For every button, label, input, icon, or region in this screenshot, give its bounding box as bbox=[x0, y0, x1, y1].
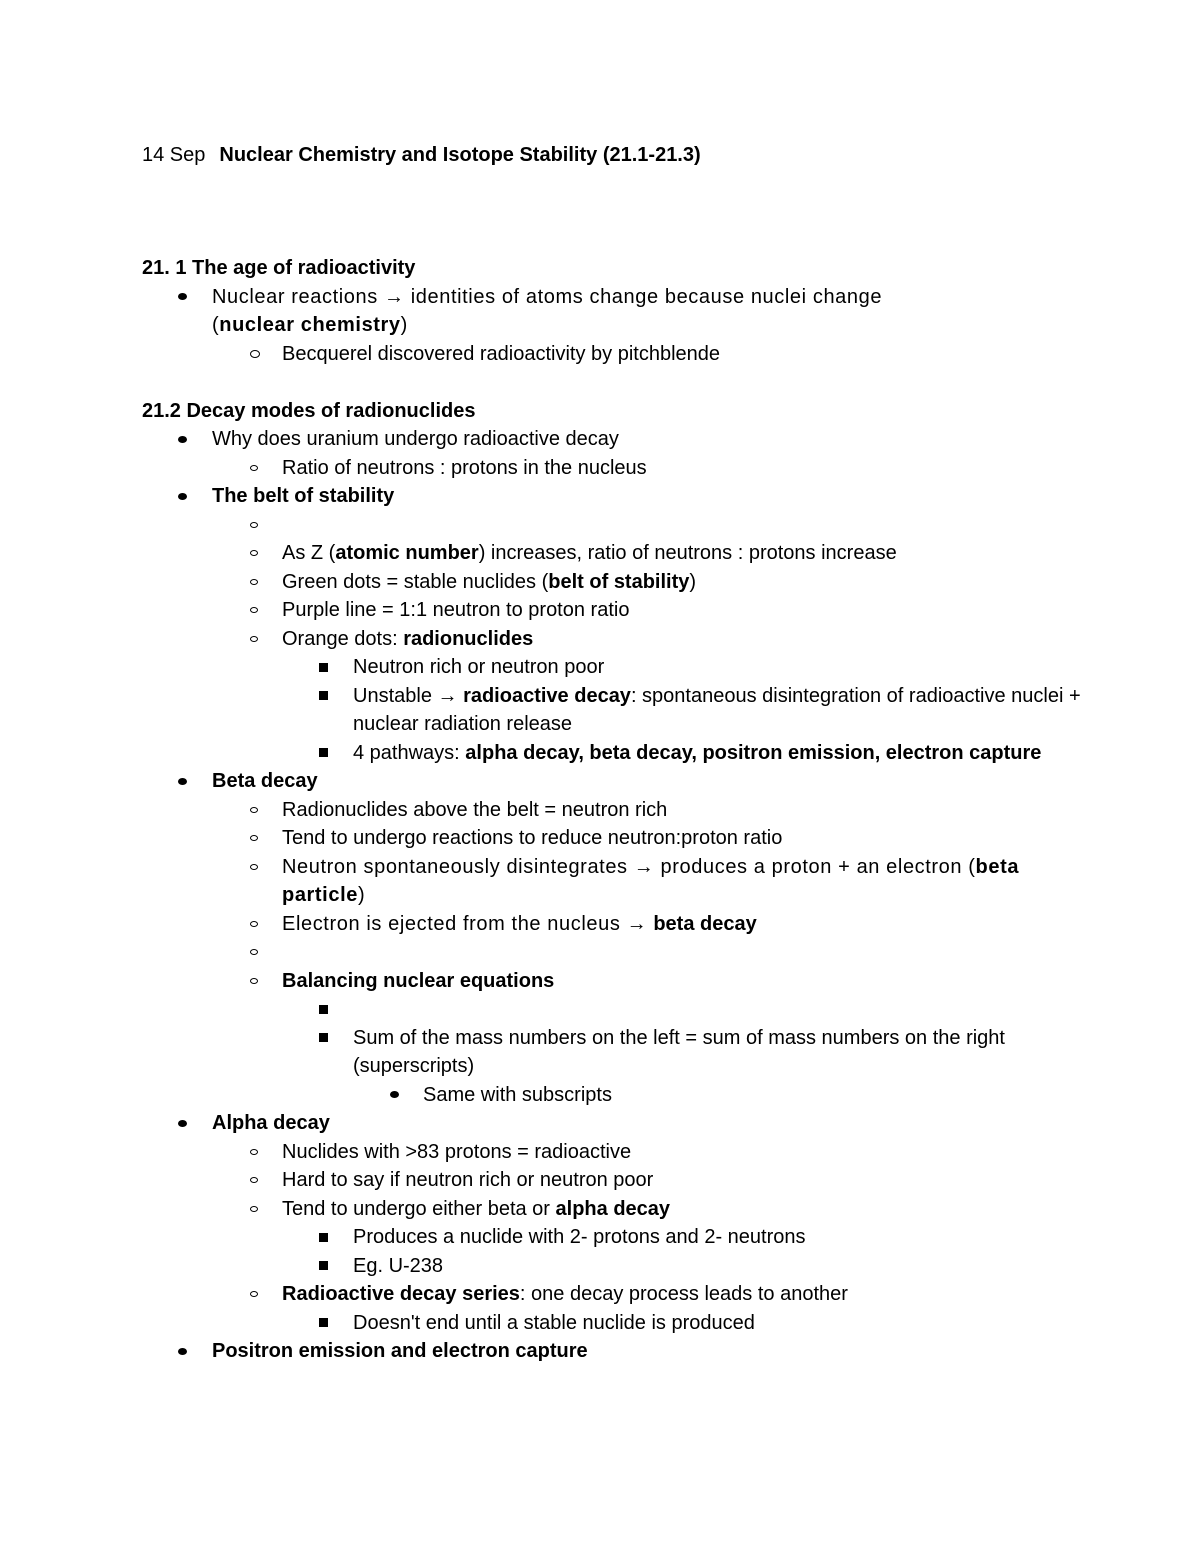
list-item-empty bbox=[142, 511, 1082, 540]
list-item: Tend to undergo reactions to reduce neutron:proton ratio bbox=[142, 824, 1082, 853]
bullet-ring-icon bbox=[250, 853, 258, 882]
list-item: Produces a nuclide with 2- protons and 2- neutrons bbox=[142, 1223, 1082, 1252]
list-item: Electron is ejected from the nucleus → beta decay bbox=[142, 910, 1082, 939]
notes-body bbox=[142, 254, 1082, 1366]
list-item: Radioactive decay series: one decay process leads to another bbox=[142, 1280, 1082, 1309]
bullet-ring-icon bbox=[250, 1138, 258, 1167]
list-item: Beta decay bbox=[142, 767, 1082, 796]
bullet-disc-icon bbox=[178, 283, 187, 312]
bullet-ring-icon bbox=[250, 938, 258, 967]
list-item: Same with subscripts bbox=[142, 1081, 1082, 1110]
page-header bbox=[142, 141, 701, 169]
bullet-disc-icon bbox=[178, 1337, 187, 1366]
bullet-square-icon bbox=[319, 1252, 328, 1281]
bullet-disc-icon bbox=[390, 1081, 399, 1110]
list-item: Eg. U-238 bbox=[142, 1252, 1082, 1281]
bullet-disc-icon bbox=[178, 482, 187, 511]
list-item: Tend to undergo either beta or alpha decay bbox=[142, 1195, 1082, 1224]
list-item-empty bbox=[142, 995, 1082, 1024]
list-item: Why does uranium undergo radioactive decay bbox=[142, 425, 1082, 454]
spacer bbox=[142, 368, 1082, 397]
bullet-square-icon bbox=[319, 739, 328, 768]
bullet-square-icon bbox=[319, 1024, 328, 1053]
bullet-square-icon bbox=[319, 1309, 328, 1338]
bullet-ring-icon bbox=[250, 1280, 258, 1309]
list-item: Orange dots: radionuclides bbox=[142, 625, 1082, 654]
bullet-ring-icon bbox=[250, 596, 258, 625]
bullet-ring-icon bbox=[250, 511, 258, 540]
bullet-ring-icon bbox=[250, 454, 258, 483]
list-item-empty bbox=[142, 938, 1082, 967]
list-item: The belt of stability bbox=[142, 482, 1082, 511]
bullet-square-icon bbox=[319, 1223, 328, 1252]
list-item: Nuclear reactions → identities of atoms change because nuclei change (nuclear chemistry) bbox=[142, 283, 1082, 340]
bullet-square-icon bbox=[319, 682, 328, 711]
bullet-ring-icon bbox=[250, 539, 258, 568]
list-item: Purple line = 1:1 neutron to proton ratio bbox=[142, 596, 1082, 625]
list-item: Neutron spontaneously disintegrates → produces a proton + an electron (beta particle) bbox=[142, 853, 1082, 910]
list-item: Radionuclides above the belt = neutron rich bbox=[142, 796, 1082, 825]
list-item: Green dots = stable nuclides (belt of stability) bbox=[142, 568, 1082, 597]
bullet-square-icon bbox=[319, 653, 328, 682]
list-item: Ratio of neutrons : protons in the nucleus bbox=[142, 454, 1082, 483]
list-item: Alpha decay bbox=[142, 1109, 1082, 1138]
bullet-disc-icon bbox=[178, 767, 187, 796]
bullet-ring-icon bbox=[250, 824, 258, 853]
section-heading-21-1: 21. 1 The age of radioactivity bbox=[142, 257, 416, 279]
bullet-ring-icon bbox=[250, 967, 258, 996]
list-item: Nuclides with >83 protons = radioactive bbox=[142, 1138, 1082, 1167]
list-item: 4 pathways: alpha decay, beta decay, positron emission, electron capture bbox=[142, 739, 1082, 768]
list-item: Unstable → radioactive decay: spontaneous disintegration of radioactive nuclei + nuclear radiation release bbox=[142, 682, 1082, 739]
bullet-ring-icon bbox=[250, 568, 258, 597]
bullet-disc-icon bbox=[178, 425, 187, 454]
list-item: Hard to say if neutron rich or neutron poor bbox=[142, 1166, 1082, 1195]
note-title: Nuclear Chemistry and Isotope Stability (21.1-21.3) bbox=[219, 144, 701, 166]
bullet-square-icon bbox=[319, 995, 328, 1024]
note-date: 14 Sep bbox=[142, 144, 206, 166]
bullet-ring-icon bbox=[250, 910, 258, 939]
bullet-ring-icon bbox=[250, 1166, 258, 1195]
list-item: Becquerel discovered radioactivity by pitchblende bbox=[142, 340, 1082, 369]
list-item: As Z (atomic number) increases, ratio of neutrons : protons increase bbox=[142, 539, 1082, 568]
bullet-disc-icon bbox=[178, 1109, 187, 1138]
list-item: Neutron rich or neutron poor bbox=[142, 653, 1082, 682]
bullet-ring-icon bbox=[250, 796, 258, 825]
list-item: Positron emission and electron capture bbox=[142, 1337, 1082, 1366]
list-item: Doesn't end until a stable nuclide is produced bbox=[142, 1309, 1082, 1338]
bullet-ring-icon bbox=[250, 340, 260, 369]
list-item: Sum of the mass numbers on the left = sum of mass numbers on the right (superscripts) bbox=[142, 1024, 1082, 1081]
bullet-ring-icon bbox=[250, 1195, 258, 1224]
bullet-ring-icon bbox=[250, 625, 258, 654]
section-heading-21-2: 21.2 Decay modes of radionuclides bbox=[142, 399, 476, 422]
list-item: Balancing nuclear equations bbox=[142, 967, 1082, 996]
